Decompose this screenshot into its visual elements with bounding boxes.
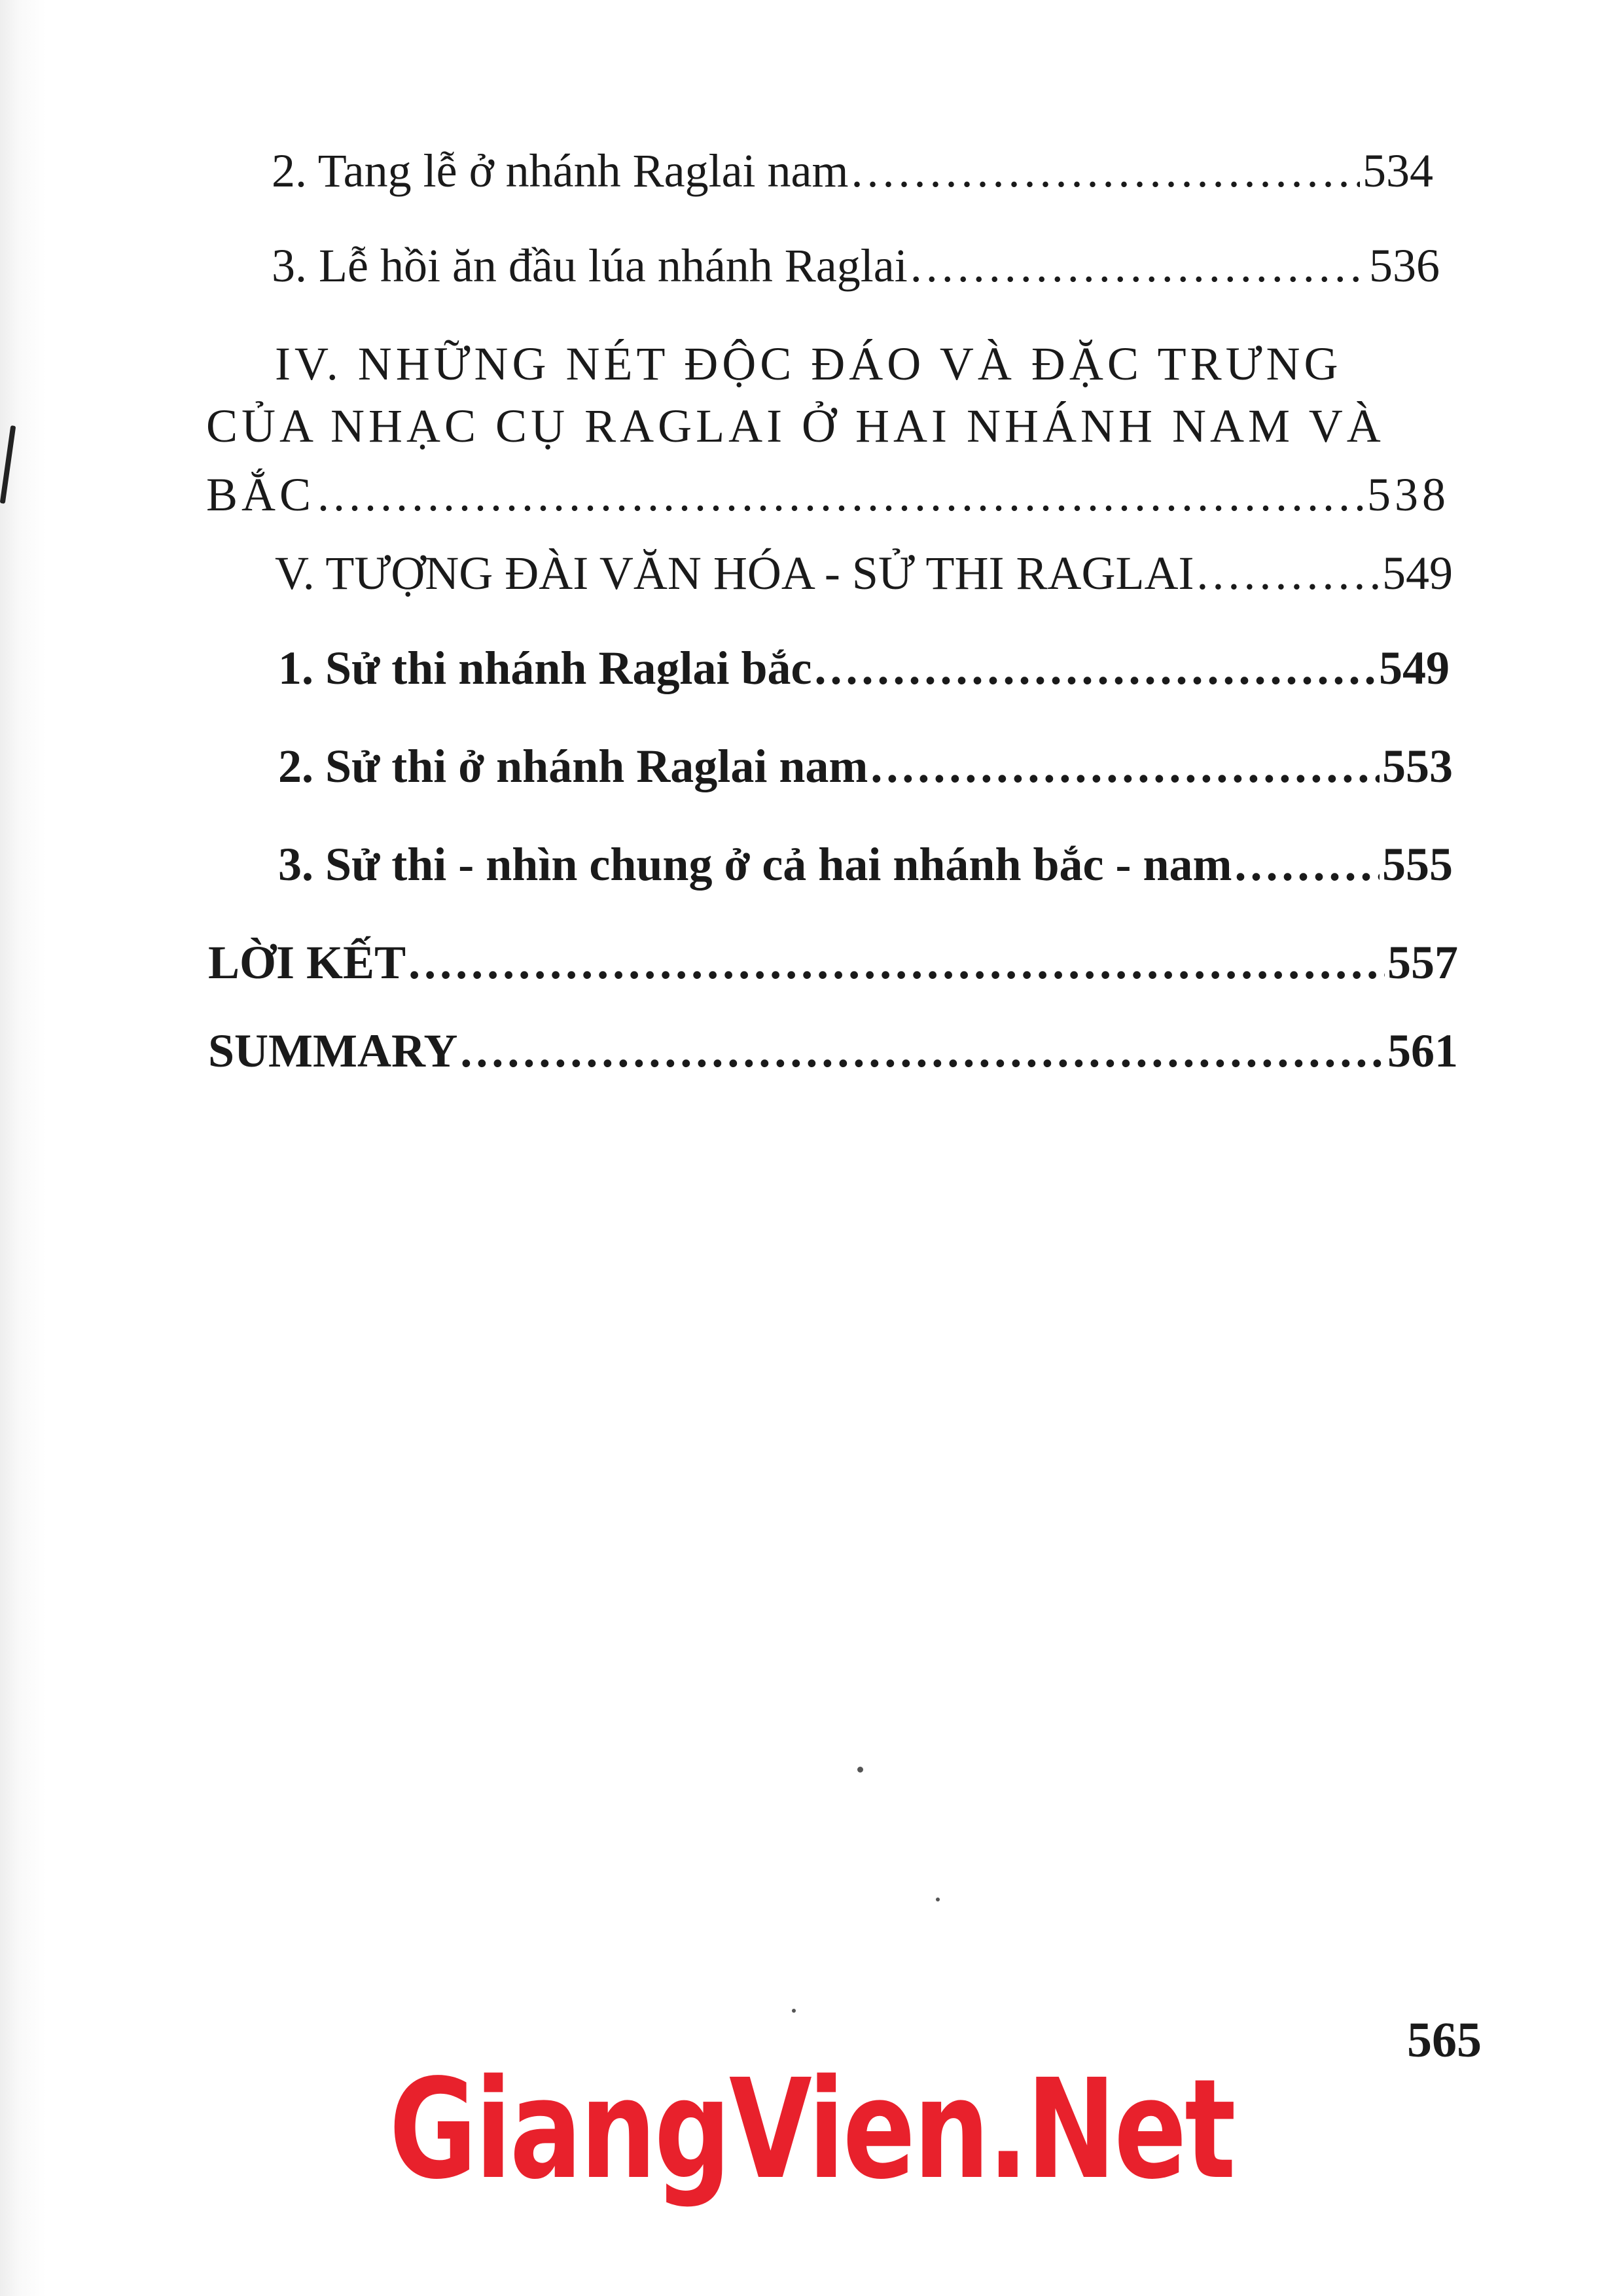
toc-entry-label: BẮC [206, 468, 315, 521]
toc-entry-page: 536 [1369, 239, 1440, 292]
toc-entry[interactable] [278, 642, 1450, 694]
scan-speck [792, 2009, 796, 2013]
toc-section-iv-line1: IV. NHỮNG NÉT ĐỘC ĐÁO VÀ ĐẶC TRƯNG [275, 338, 1342, 390]
toc-entry-page: 549 [1382, 547, 1453, 599]
toc-leader-dots [317, 471, 1364, 518]
watermark-logo: GiangVien.Net [389, 2049, 1234, 2210]
toc-section-v-entry[interactable] [275, 547, 1453, 599]
toc-entry-page: 534 [1363, 145, 1433, 197]
toc-entry[interactable] [272, 239, 1440, 292]
toc-entry-label: 2. Sử thi ở nhánh Raglai nam [278, 740, 868, 792]
toc-entry-label: V. TƯỢNG ĐÀI VĂN HÓA - SỬ THI RAGLAI [275, 547, 1194, 599]
toc-entry-page: 553 [1382, 740, 1453, 792]
toc-summary-entry[interactable] [208, 1025, 1458, 1077]
toc-entry-label: 3. Sử thi - nhìn chung ở cả hai nhánh bắc - nam [278, 838, 1232, 891]
toc-section-iv-line2: CỦA NHẠC CỤ RAGLAI Ở HAI NHÁNH NAM VÀ [206, 400, 1385, 452]
toc-entry-page: 549 [1379, 642, 1450, 694]
toc-entry[interactable] [272, 145, 1433, 197]
toc-entry-label: LỜI KẾT [208, 936, 406, 989]
margin-scan-mark [0, 425, 16, 504]
toc-entry-label: SUMMARY [208, 1025, 458, 1077]
page-number: 565 [1407, 2013, 1482, 2068]
toc-entry-label: 2. Tang lễ ở nhánh Raglai nam [272, 145, 849, 197]
toc-entry-page: 561 [1387, 1025, 1458, 1077]
toc-leader-dots [1235, 841, 1380, 888]
toc-entry-label: 3. Lễ hồi ăn đầu lúa nhánh Raglai [272, 239, 908, 292]
toc-leader-dots [910, 242, 1366, 289]
toc-section-iv-entry[interactable] [206, 468, 1450, 521]
toc-leader-dots [851, 147, 1360, 194]
toc-entry-page: 557 [1387, 936, 1458, 989]
toc-leader-dots [460, 1027, 1385, 1074]
toc-entry-page: 555 [1382, 838, 1453, 891]
toc-entry-page: 538 [1367, 468, 1450, 521]
toc-entry-label: 1. Sử thi nhánh Raglai bắc [278, 642, 812, 694]
toc-entry[interactable] [278, 740, 1453, 792]
toc-leader-dots [814, 645, 1376, 692]
toc-leader-dots [1196, 550, 1380, 597]
scan-speck [857, 1767, 863, 1773]
toc-leader-dots [408, 939, 1385, 986]
scan-speck [936, 1898, 940, 1901]
toc-entry[interactable] [278, 838, 1453, 891]
toc-loi-ket-entry[interactable] [208, 936, 1458, 989]
toc-leader-dots [870, 743, 1380, 790]
